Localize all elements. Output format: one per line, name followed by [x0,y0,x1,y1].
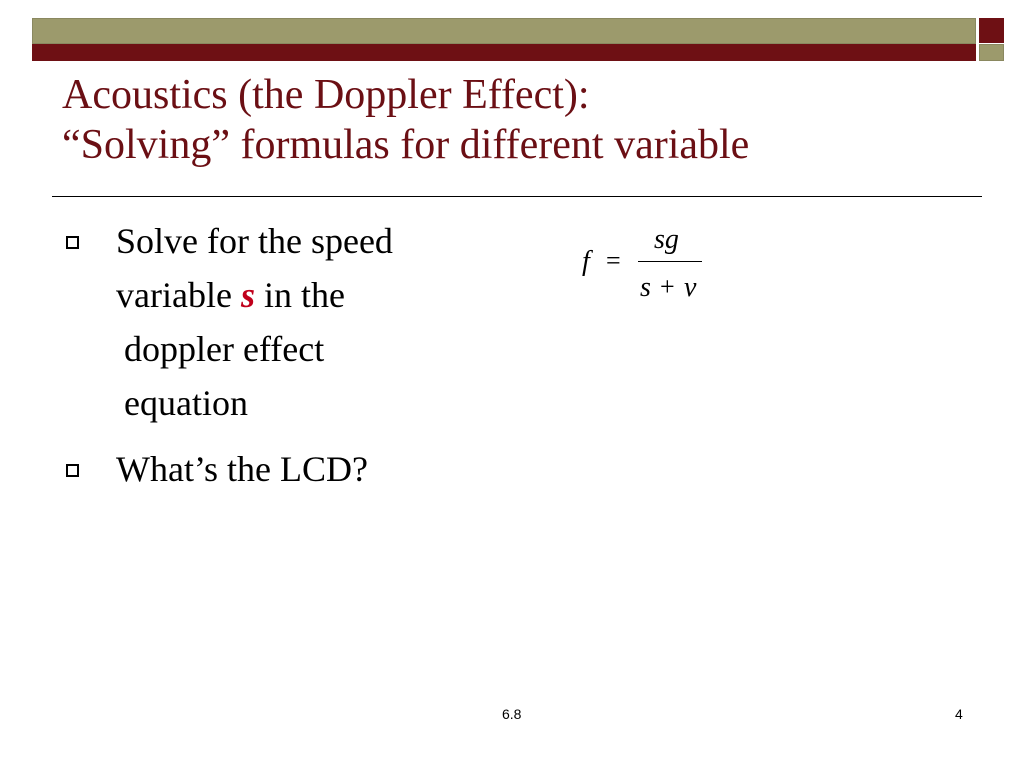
formula-plus: + [660,272,675,301]
fraction-bar [638,261,702,262]
bullet-1-line-3: doppler effect [124,329,325,369]
formula-equals: = [606,246,621,275]
bullet-2-line-1: What’s the LCD? [116,449,368,489]
bullet-square-icon [66,236,79,249]
bullet-1-line-4: equation [124,383,248,423]
bullet-1-text-before-variable: variable [116,275,241,315]
bullet-1-line-1: Solve for the speed [116,221,393,261]
title-line-2: “Solving” formulas for different variable [62,122,750,168]
corner-square-olive [979,44,1004,61]
title-divider [52,196,982,197]
doppler-formula [576,224,716,304]
formula-lhs: f [582,246,590,277]
header-band-olive [32,18,976,44]
header-band-maroon [32,44,976,61]
footer-section: 6.8 [502,706,522,722]
corner-square-maroon [979,18,1004,43]
bullet-1-text-after-variable: in the [254,275,345,315]
formula-numerator: sg [654,224,679,255]
bullet-square-icon [66,464,79,477]
slide-number: 4 [955,706,963,722]
slide-title [62,70,749,170]
title-line-1: Acoustics (the Doppler Effect): [62,72,590,118]
formula-denominator-s: s [640,272,651,303]
formula-denominator-v: v [684,272,697,303]
bullet-1-line-2 [116,268,345,322]
speed-variable: s [240,275,255,315]
